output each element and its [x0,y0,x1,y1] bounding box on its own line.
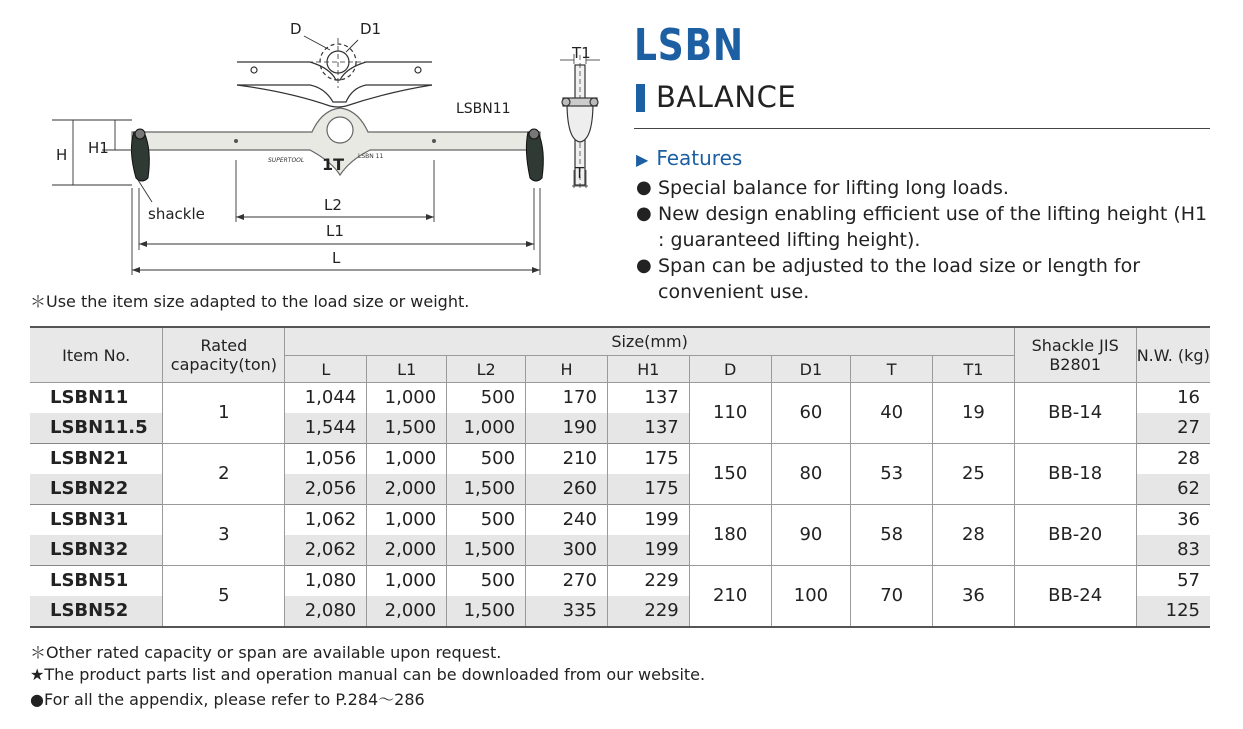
bullet-icon: ● [636,177,652,198]
dim-label-l: L [332,249,341,267]
h1-cell: 199 [607,505,689,536]
feature-item [636,201,1216,253]
balance-beam [132,108,540,175]
d1-cell: 100 [771,566,851,628]
l-cell: 1,056 [285,444,367,475]
l-cell: 2,062 [285,535,367,566]
l-cell: 1,044 [285,383,367,414]
d-cell: 110 [689,383,771,444]
capacity-cell: 5 [163,566,285,628]
l2-cell: 500 [447,444,526,475]
l2-cell: 1,500 [447,535,526,566]
bullet-icon: ● [636,255,652,276]
nw-cell: 28 [1136,444,1210,475]
col-t1: T1 [933,356,1015,383]
h1-cell: 229 [607,596,689,627]
l1-cell: 2,000 [367,596,447,627]
h-cell: 190 [526,413,608,444]
spec-table [30,326,1210,628]
h-cell: 240 [526,505,608,536]
h1-cell: 199 [607,535,689,566]
nw-cell: 57 [1136,566,1210,597]
l-cell: 1,544 [285,413,367,444]
table-row [30,444,1210,475]
h-cell: 260 [526,474,608,505]
item-no-cell: LSBN32 [30,535,163,566]
shackle-cell: BB-24 [1014,566,1136,628]
footnote-download: ★The product parts list and operation manual can be downloaded from our website. [30,665,706,684]
t-cell: 53 [851,444,933,505]
table-row [30,566,1210,597]
model-label: LSBN11 [456,101,511,117]
l1-cell: 2,000 [367,474,447,505]
col-l2: L2 [447,356,526,383]
d1-cell: 80 [771,444,851,505]
features-heading-text: Features [656,146,743,170]
dim-label-d1: D1 [360,20,382,38]
footnote-appendix: ●For all the appendix, please refer to P.284～286 [30,690,425,709]
col-d1: D1 [771,356,851,383]
t1-cell: 36 [933,566,1015,628]
item-no-cell: LSBN22 [30,474,163,505]
capacity-cell: 1 [163,383,285,444]
nw-cell: 16 [1136,383,1210,414]
item-no-cell: LSBN11 [30,383,163,414]
col-t: T [851,356,933,383]
d1-cell: 60 [771,383,851,444]
shackle-cell: BB-18 [1014,444,1136,505]
l2-cell: 1,500 [447,474,526,505]
shackle-label: shackle [148,205,205,223]
h-cell: 300 [526,535,608,566]
d1-cell: 90 [771,505,851,566]
l-cell: 1,080 [285,566,367,597]
h-cell: 335 [526,596,608,627]
l1-cell: 2,000 [367,535,447,566]
nw-cell: 83 [1136,535,1210,566]
item-no-cell: LSBN51 [30,566,163,597]
size-note: ＊Use the item size adapted to the load size or weight. [30,292,470,311]
footnote-request: ＊Other rated capacity or span are available upon request. [30,643,502,662]
d-cell: 180 [689,505,771,566]
h1-cell: 137 [607,413,689,444]
item-no-cell: LSBN31 [30,505,163,536]
col-d: D [689,356,771,383]
h-cell: 270 [526,566,608,597]
nw-cell: 125 [1136,596,1210,627]
h1-cell: 175 [607,444,689,475]
dim-label-h1: H1 [88,139,109,157]
l-cell: 1,062 [285,505,367,536]
dim-label-t: T [575,164,585,182]
col-h1: H1 [607,356,689,383]
dim-label-d: D [290,20,302,38]
h-cell: 170 [526,383,608,414]
t-cell: 58 [851,505,933,566]
page-subtitle: BALANCE [656,80,797,114]
col-nw: N.W. (kg) [1136,327,1210,383]
d-cell: 210 [689,566,771,628]
t-cell: 40 [851,383,933,444]
col-l: L [285,356,367,383]
features-list [636,175,1216,305]
l1-cell: 1,000 [367,505,447,536]
beam-mark: LSBN 11 [358,153,384,160]
col-h: H [526,356,608,383]
feature-item [636,175,1216,201]
col-l1: L1 [367,356,447,383]
dim-label-l1: L1 [326,222,344,240]
shackle-cell: BB-20 [1014,505,1136,566]
feature-text: Special balance for lifting long loads. [658,177,1009,199]
subtitle-bar [636,84,645,112]
h1-cell: 137 [607,383,689,414]
item-no-cell: LSBN52 [30,596,163,627]
t-cell: 70 [851,566,933,628]
col-shackle: Shackle JIS B2801 [1014,327,1136,383]
h1-cell: 175 [607,474,689,505]
dim-label-l2: L2 [324,196,342,214]
shackle-cell: BB-14 [1014,383,1136,444]
l1-cell: 1,000 [367,566,447,597]
l-cell: 2,080 [285,596,367,627]
l1-cell: 1,000 [367,383,447,414]
l2-cell: 500 [447,566,526,597]
hole-detail [237,36,432,107]
t1-cell: 19 [933,383,1015,444]
d-cell: 150 [689,444,771,505]
title-divider [634,128,1210,129]
h-cell: 210 [526,444,608,475]
item-no-cell: LSBN11.5 [30,413,163,444]
feature-item [636,253,1216,305]
col-size-group: Size(mm) [285,327,1014,356]
dim-label-h: H [56,146,68,164]
l2-cell: 500 [447,505,526,536]
capacity-cell: 3 [163,505,285,566]
t1-cell: 25 [933,444,1015,505]
features-heading [636,146,742,170]
feature-text: Span can be adjusted to the load size or length for convenient use. [658,255,1141,303]
page-title: LSBN [634,20,744,71]
dim-label-t1: T1 [572,44,591,62]
l2-cell: 1,000 [447,413,526,444]
l1-cell: 1,000 [367,444,447,475]
product-diagram [40,10,630,300]
bullet-icon: ● [636,203,652,224]
table-row [30,383,1210,414]
nw-cell: 27 [1136,413,1210,444]
nw-cell: 36 [1136,505,1210,536]
capacity-cell: 2 [163,444,285,505]
l2-cell: 1,500 [447,596,526,627]
beam-brand: SUPERTOOL [268,157,305,164]
item-no-cell: LSBN21 [30,444,163,475]
col-rated: Rated capacity(ton) [163,327,285,383]
play-arrow-icon: ▶ [636,150,649,169]
nw-cell: 62 [1136,474,1210,505]
t1-cell: 28 [933,505,1015,566]
l1-cell: 1,500 [367,413,447,444]
beam-logo: 1T [322,155,345,174]
table-row [30,505,1210,536]
col-item-no: Item No. [30,327,163,383]
l2-cell: 500 [447,383,526,414]
h1-cell: 229 [607,566,689,597]
feature-text: New design enabling efficient use of the lifting height (H1 : guaranteed lifting height). [658,203,1208,251]
l-cell: 2,056 [285,474,367,505]
